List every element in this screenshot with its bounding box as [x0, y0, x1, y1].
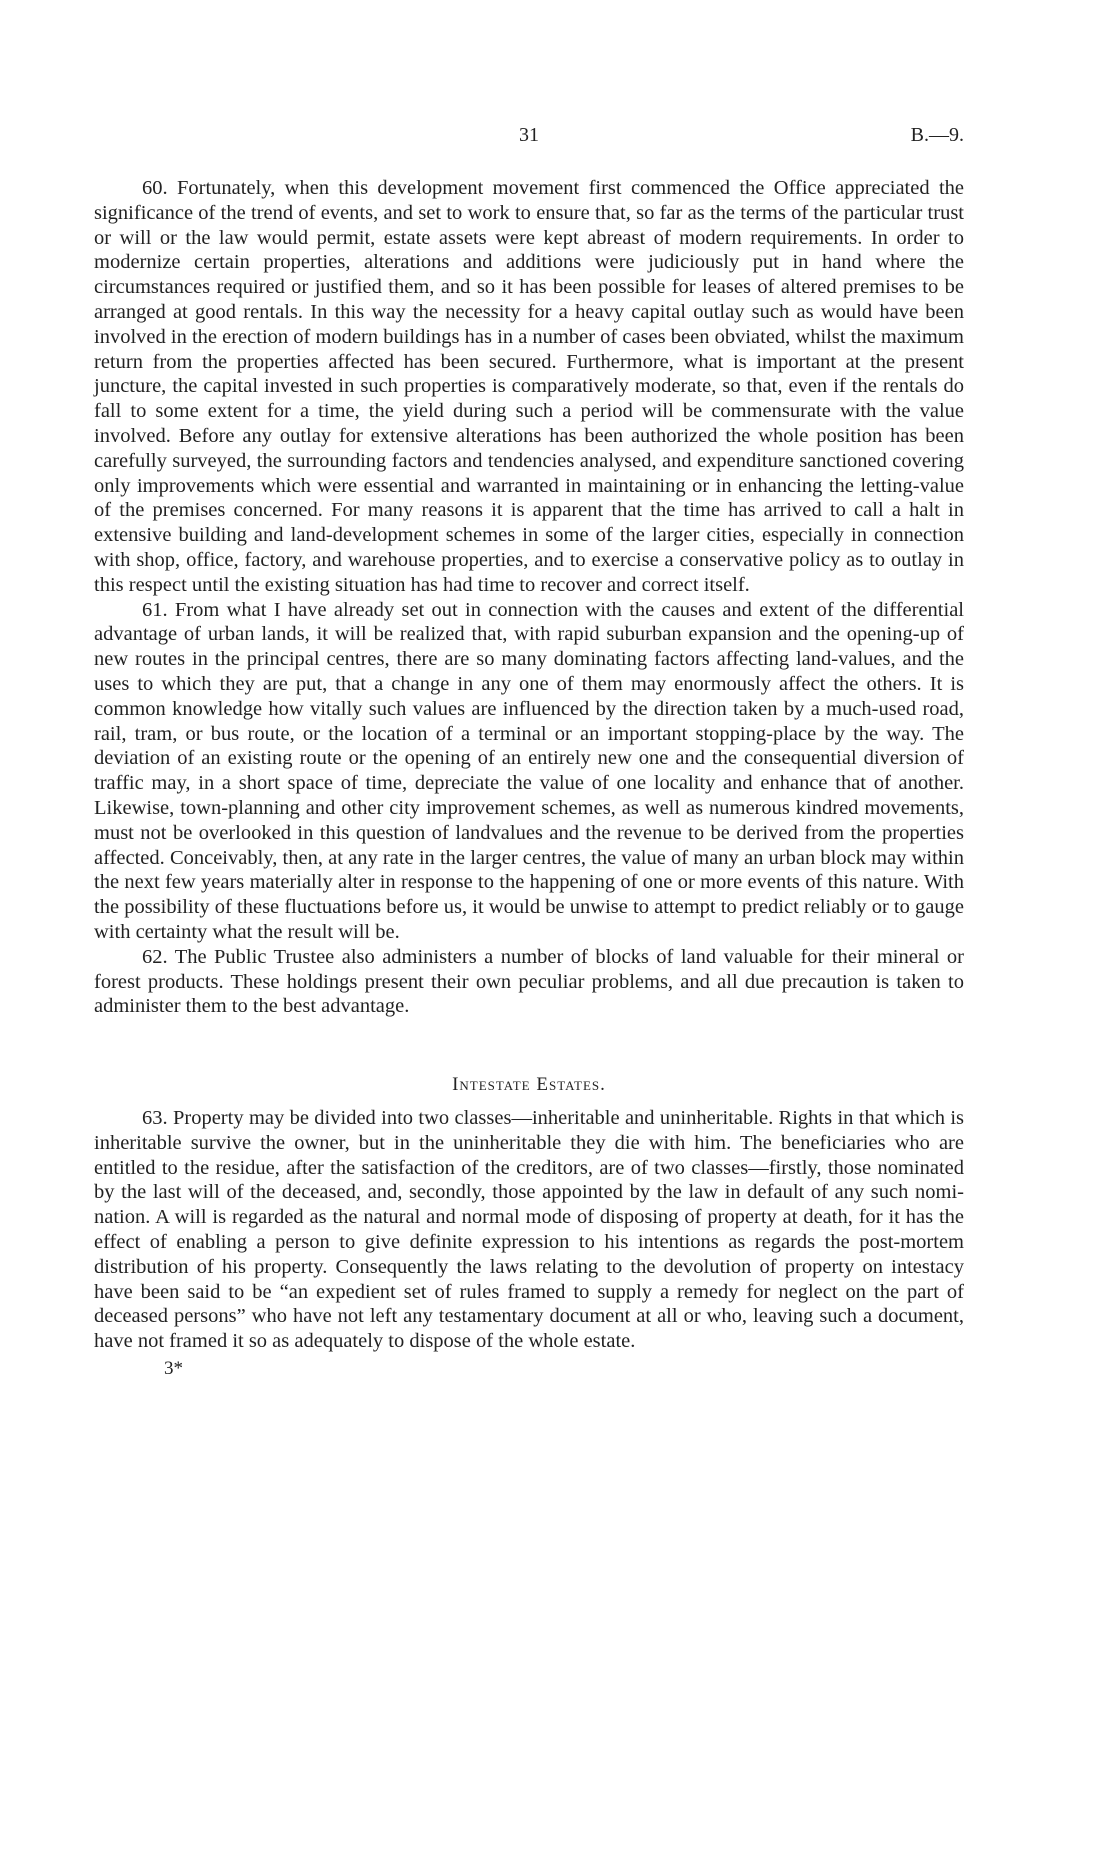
- paragraph-61: 61. From what I have already set out in connection with the causes and extent of the differential advantage of urban lands, it will be realized that, with rapid suburban expansion and the opening-up of new routes in the principal centres, there are so many dominating factors affecting land-values, and the uses to which they are put, that a change in any one of them may enormously affect the others. It is common knowledge how vitally such values are influenced by the direction taken by a much-used road, rail, tram, or bus route, or the location of a terminal or an important stopping-place by the way. The deviation of an existing route or the opening of an entirely new one and the consequential diversion of traffic may, in a short space of time, depreciate the value of one locality and enhance that of another. Likewise, town-planning and other city improvement schemes, as well as numerous kindred movements, must not be overlooked in this question of landvalues and the revenue to be derived from the properties affected. Conceivably, then, at any rate in the larger centres, the value of many an urban block may within the next few years materially alter in response to the happening of one or more events of this nature. With the possibility of these fluctuations before us, it would be unwise to attempt to predict reliably or to gauge with certainty what the result will be.: [94, 598, 964, 943]
- paragraph-62: 62. The Public Trustee also administers a number of blocks of land valuable for their mineral or forest products. These holdings present their own peculiar problems, and all due precaution is taken to administer them to the best advantage.: [94, 945, 964, 1018]
- paragraph-60: 60. Fortunately, when this development movement first commenced the Office appreciated the significance of the trend of events, and set to work to ensure that, so far as the terms of the particular trust or will or the law would permit, estate assets were kept abreast of modern requirements. In order to modernize certain properties, alterations and additions were judiciously put in hand where the circumstances required or justified them, and so it has been possible for leases of altered premises to be arranged at good rentals. In this way the necessity for a heavy capital outlay such as would have been involved in the erection of modern buildings has in a number of cases been obviated, whilst the maximum return from the properties affected has been secured. Furthermore, what is important at the present juncture, the capital invested in such properties is comparatively moderate, so that, even if the rentals do fall to some extent for a time, the yield during such a period will be commensurate with the value involved. Before any outlay for extensive alterations has been authorized the whole position has been carefully surveyed, the surrounding factors and tendencies analysed, and expenditure sanctioned covering only improvements which were essential and warranted in maintaining or in enhancing the letting-value of the premises concerned. For many reasons it is apparent that the time has arrived to call a halt in extensive building and land-development schemes in some of the larger cities, especially in connection with shop, office, factory, and warehouse properties, and to exercise a conservative policy as to outlay in this respect until the existing situation has had time to recover and correct itself.: [94, 177, 964, 596]
- document-page: [94, 124, 964, 1380]
- section-heading-intestate-estates: Intestate Estates.: [452, 1074, 606, 1096]
- page-header: [94, 124, 964, 154]
- body-text: [94, 176, 964, 1380]
- page-number: 31: [519, 124, 539, 146]
- document-reference: B.—9.: [910, 124, 964, 146]
- signature-mark: 3*: [164, 1358, 183, 1380]
- paragraph-63: 63. Property may be divided into two classes—inheritable and uninheritable. Rights in that which is inheritable survive the owner, but in the uninheritable they die with him. The beneficiaries who are entitled to the residue, after the satisfaction of the creditors, are of two classes—firstly, those nominated by the last will of the deceased, and, secondly, those appointed by the law in default of any such nomination. A will is regarded as the natural and normal mode of disposing of property at death, for it has the effect of enabling a person to give definite expression to his intentions as regards the post-mortem distribution of his property. Consequently the laws relating to the devolution of property on intestacy have been said to be “an expedient set of rules framed to supply a remedy for neglect on the part of deceased persons” who have not left any testamentary document at all or who, leaving such a document, have not framed it so as adequately to dispose of the whole estate.: [94, 1107, 964, 1353]
